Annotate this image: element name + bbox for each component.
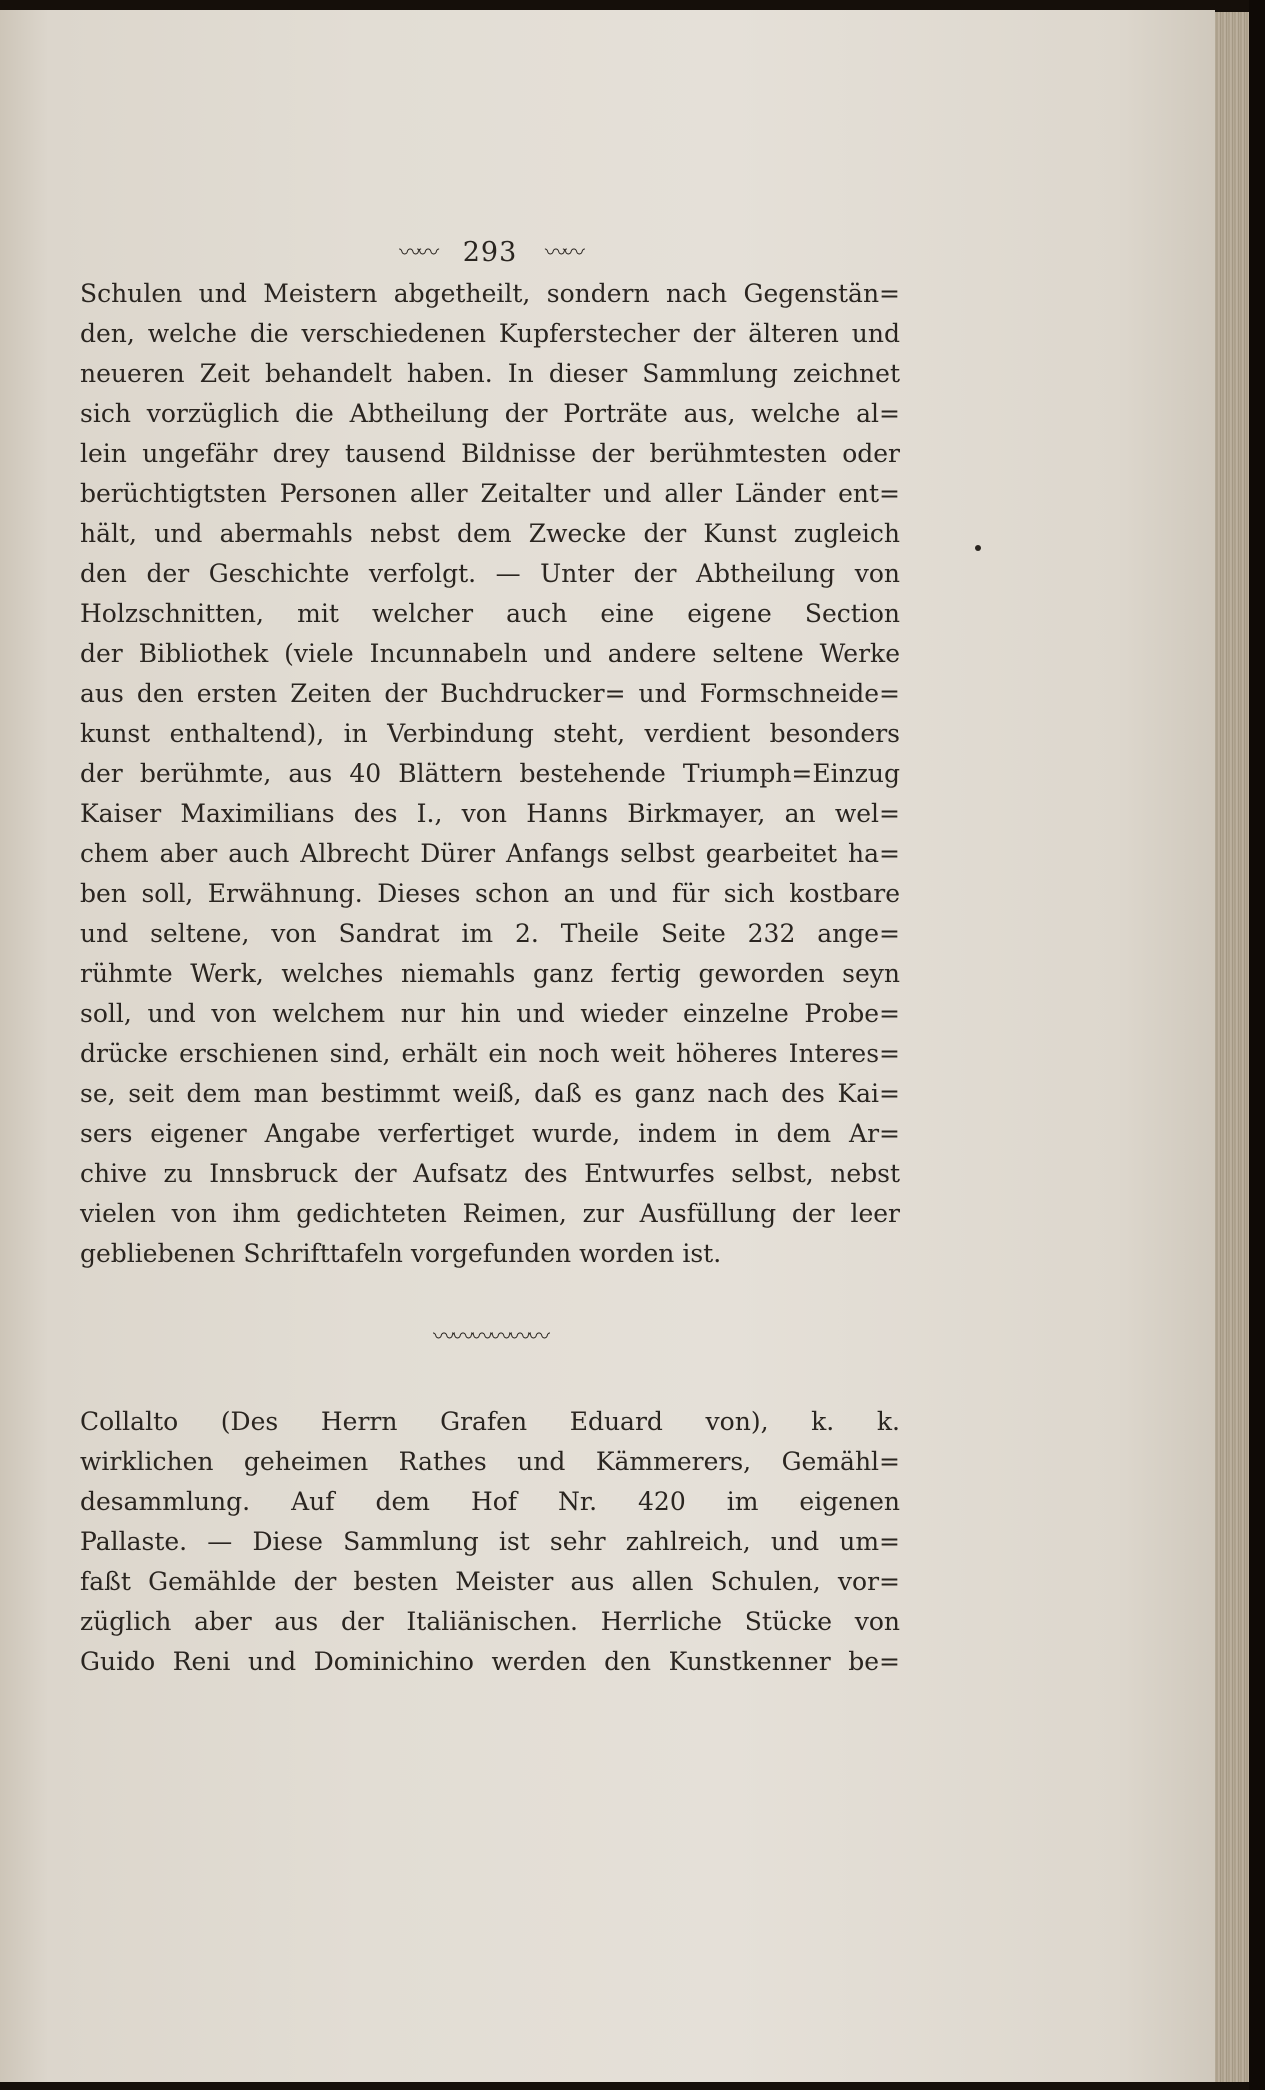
header-ornament-right: 〰〰 (544, 240, 581, 266)
paragraph-1 (80, 274, 900, 1274)
text-line: ben soll, Erwähnung. Dieses schon an und für sich kostbare (80, 879, 900, 908)
text-line: chive zu Innsbruck der Aufsatz des Entwurfes selbst, nebst (80, 1159, 900, 1188)
text-line: faßt Gemählde der besten Meister aus allen Schulen, vor= (80, 1567, 900, 1596)
text-line: gebliebenen Schrifttafeln vorgefunden worden ist. (80, 1239, 722, 1268)
paragraph-2 (80, 1402, 900, 1682)
text-line: züglich aber aus der Italiänischen. Herrliche Stücke von (80, 1607, 900, 1636)
text-line: kunst enthaltend), in Verbindung steht, verdient besonders (80, 719, 900, 748)
page-number: 293 (462, 237, 518, 268)
text-line: aus den ersten Zeiten der Buchdrucker= und Formschneide= (80, 679, 900, 708)
text-line: sich vorzüglich die Abtheilung der Porträte aus, welche al= (80, 399, 900, 428)
ink-speck (975, 545, 981, 551)
text-line: Guido Reni und Dominichino werden den Kunstkenner be= (80, 1647, 900, 1676)
page-edges (1215, 12, 1249, 2082)
text-line: Collalto (Des Herrn Grafen Eduard von), k. k. (80, 1407, 900, 1436)
text-line: vielen von ihm gedichteten Reimen, zur Ausfüllung der leer (80, 1199, 900, 1228)
section-divider-ornament: 〰〰〰〰〰〰 (432, 1325, 547, 1350)
page-header (80, 232, 900, 274)
text-line: desammlung. Auf dem Hof Nr. 420 im eigenen (80, 1487, 900, 1516)
text-line: sers eigener Angabe verfertiget wurde, indem in dem Ar= (80, 1119, 900, 1148)
text-line: soll, und von welchem nur hin und wieder einzelne Probe= (80, 999, 900, 1028)
text-line: Schulen und Meistern abgetheilt, sondern nach Gegenstän= (80, 279, 900, 308)
text-line: berüchtigtsten Personen aller Zeitalter und aller Länder ent= (80, 479, 900, 508)
text-line: rühmte Werk, welches niemahls ganz fertig geworden seyn (80, 959, 900, 988)
text-line: chem aber auch Albrecht Dürer Anfangs selbst gearbeitet ha= (80, 839, 900, 868)
text-line: der berühmte, aus 40 Blättern bestehende Triumph=Einzug (80, 759, 900, 788)
text-line: Pallaste. — Diese Sammlung ist sehr zahlreich, und um= (80, 1527, 900, 1556)
text-line: wirklichen geheimen Rathes und Kämmerers, Gemähl= (80, 1447, 900, 1476)
text-line: der Bibliothek (viele Incunnabeln und andere seltene Werke (80, 639, 900, 668)
text-line: Kaiser Maximilians des I., von Hanns Birkmayer, an wel= (80, 799, 900, 828)
text-line: hält, und abermahls nebst dem Zwecke der Kunst zugleich (80, 519, 900, 548)
binding-shadow (1249, 0, 1265, 2090)
text-line: Holzschnitten, mit welcher auch eine eigene Section (80, 599, 900, 628)
text-line: drücke erschienen sind, erhält ein noch weit höheres Interes= (80, 1039, 900, 1068)
text-line: neueren Zeit behandelt haben. In dieser Sammlung zeichnet (80, 359, 900, 388)
text-line: den der Geschichte verfolgt. — Unter der Abtheilung von (80, 559, 900, 588)
text-line: se, seit dem man bestimmt weiß, daß es ganz nach des Kai= (80, 1079, 900, 1108)
text-line: lein ungefähr drey tausend Bildnisse der berühmtesten oder (80, 439, 900, 468)
text-line: den, welche die verschiedenen Kupferstecher der älteren und (80, 319, 900, 348)
text-line: und seltene, von Sandrat im 2. Theile Seite 232 ange= (80, 919, 900, 948)
header-ornament-left: 〰〰 (399, 240, 436, 266)
text-block (80, 232, 900, 1682)
